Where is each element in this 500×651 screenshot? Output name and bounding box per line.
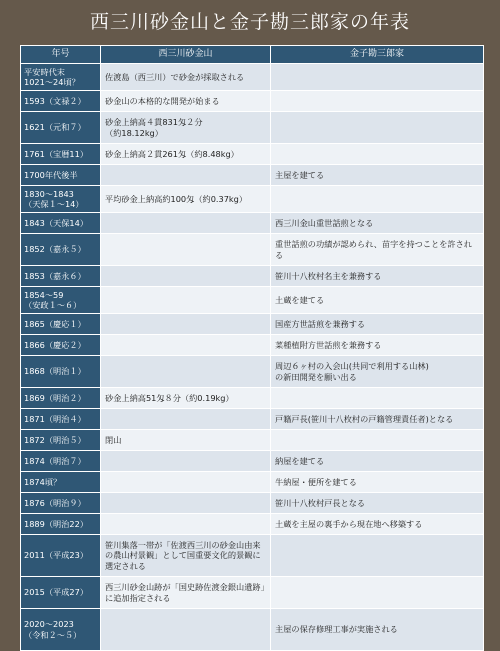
year-cell	[21, 335, 101, 355]
mine-cell: 砂金上納高２貫261匁（約8.48kg）	[101, 144, 271, 164]
header-mine: 西三川砂金山	[101, 46, 271, 63]
year-cell	[21, 451, 101, 471]
mine-cell	[101, 335, 271, 355]
table-row	[21, 286, 483, 313]
family-cell: 主屋を建てる	[271, 165, 483, 185]
table-row	[21, 233, 483, 265]
year-cell	[21, 165, 101, 185]
table-row	[21, 143, 483, 164]
year-label: 1874（明治７）	[24, 455, 86, 466]
year-label: 1889（明治22）	[24, 518, 89, 529]
table-row	[21, 185, 483, 212]
mine-cell	[101, 314, 271, 334]
mine-cell: 平均砂金上納高約100匁（約0.37kg）	[101, 186, 271, 212]
year-cell	[21, 234, 101, 265]
family-cell: 国産方世話煎を兼務する	[271, 314, 483, 334]
table-row	[21, 513, 483, 534]
year-label: 1865（慶応１）	[24, 318, 86, 329]
family-cell: 周辺６ヶ村の入会山(共同で利用する山林) の新田開発を願い出る	[271, 356, 483, 387]
mine-cell: 笹川集落一帯が「佐渡西三川の砂金山由来の農山村景観」として国重要文化的景観に選定される	[101, 535, 271, 576]
table-row	[21, 450, 483, 471]
table-row	[21, 111, 483, 143]
year-cell	[21, 186, 101, 212]
year-label: 1866（慶応２）	[24, 339, 86, 350]
header-year: 年号	[21, 46, 101, 63]
year-label: 1874頃？	[24, 476, 62, 487]
page-title: 西三川砂金山と金子勘三郎家の年表	[89, 11, 410, 33]
table-row	[21, 492, 483, 513]
table-row	[21, 355, 483, 387]
family-cell	[271, 430, 483, 450]
year-label: 2011（平成23）	[24, 550, 89, 561]
year-label: 1871（明治４）	[24, 413, 86, 424]
year-label: 1853（嘉永６）	[24, 270, 86, 281]
table-row	[21, 334, 483, 355]
year-cell	[21, 535, 101, 576]
family-cell	[271, 388, 483, 408]
year-cell	[21, 609, 101, 650]
table-body	[21, 63, 483, 650]
year-cell	[21, 314, 101, 334]
header-family: 金子勘三郎家	[349, 49, 404, 59]
mine-cell	[101, 356, 271, 387]
family-cell	[271, 64, 483, 90]
year-cell	[21, 213, 101, 233]
year-cell	[21, 144, 101, 164]
table-row	[21, 265, 483, 286]
year-label: 平安時代末 1021〜24頃？	[24, 66, 80, 87]
year-label: 1852（嘉永５）	[24, 244, 86, 255]
year-label: 2020〜2023 （令和２〜５）	[24, 619, 82, 640]
mine-cell	[101, 165, 271, 185]
family-cell: 菜種植附方世話煎を兼務する	[271, 335, 483, 355]
mine-cell	[101, 514, 271, 534]
year-cell	[21, 356, 101, 387]
timeline-table	[20, 45, 484, 651]
mine-cell	[101, 234, 271, 265]
mine-cell	[101, 493, 271, 513]
year-cell	[21, 514, 101, 534]
mine-cell	[101, 409, 271, 429]
year-cell	[21, 409, 101, 429]
mine-cell	[101, 287, 271, 313]
mine-cell	[101, 213, 271, 233]
table-row	[21, 534, 483, 576]
year-cell	[21, 388, 101, 408]
year-cell	[21, 112, 101, 143]
family-cell	[271, 112, 483, 143]
mine-cell: 砂金山の本格的な開発が始まる	[101, 91, 271, 111]
year-label: 1868（明治１）	[24, 366, 86, 377]
family-cell	[271, 144, 483, 164]
table-row	[21, 608, 483, 650]
family-cell: 土蔵を主屋の裏手から現在地へ移築する	[271, 514, 483, 534]
mine-cell: 佐渡島（西三川）で砂金が採取される	[101, 64, 271, 90]
table-header	[21, 46, 483, 63]
year-label: 1621（元和７）	[24, 122, 86, 133]
year-cell	[21, 430, 101, 450]
mine-cell: 閉山	[101, 430, 271, 450]
mine-cell	[101, 472, 271, 492]
family-cell: 主屋の保存修理工事が実施される	[271, 609, 483, 650]
family-cell	[271, 577, 483, 608]
mine-cell: 砂金上納高４貫831匁２分 （約18.12kg）	[101, 112, 271, 143]
mine-cell: 砂金上納高51匁８分（約0.19kg）	[101, 388, 271, 408]
family-cell: 笹川十八枚村戸長となる	[271, 493, 483, 513]
year-label: 1869（明治２）	[24, 392, 86, 403]
year-label: 1872（明治５）	[24, 434, 86, 445]
table-row	[21, 164, 483, 185]
family-cell: 戸籍戸長(笹川十八枚村の戸籍管理責任者)となる	[271, 409, 483, 429]
year-label: 1830〜1843 （天保１〜14）	[24, 188, 84, 209]
family-cell: 納屋を建てる	[271, 451, 483, 471]
family-cell: 重世話煎の功績が認められ、苗字を持つことを許される	[271, 234, 483, 265]
year-label: 2015（平成27）	[24, 587, 89, 598]
year-cell	[21, 266, 101, 286]
year-label: 1854〜59 （安政１〜６）	[24, 289, 82, 310]
table-row	[21, 429, 483, 450]
mine-cell: 西三川砂金山跡が「国史跡佐渡金銀山遺跡」に追加指定される	[101, 577, 271, 608]
family-cell	[271, 535, 483, 576]
year-label: 1593（文禄２）	[24, 95, 86, 106]
table-row	[21, 387, 483, 408]
year-cell	[21, 287, 101, 313]
mine-cell	[101, 609, 271, 650]
table-row	[21, 408, 483, 429]
table-row	[21, 313, 483, 334]
year-cell	[21, 472, 101, 492]
family-cell	[271, 91, 483, 111]
family-cell: 笹川十八枚村名主を兼務する	[271, 266, 483, 286]
table-row	[21, 90, 483, 111]
mine-cell	[101, 266, 271, 286]
year-cell	[21, 64, 101, 90]
mine-cell	[101, 451, 271, 471]
family-cell: 西三川金山重世話煎となる	[271, 213, 483, 233]
year-label: 1700年代後半	[24, 169, 78, 180]
table-row	[21, 471, 483, 492]
year-cell	[21, 493, 101, 513]
year-label: 1761（宝暦11）	[24, 148, 89, 159]
year-cell	[21, 577, 101, 608]
table-row	[21, 576, 483, 608]
year-label: 1876（明治９）	[24, 497, 86, 508]
year-label: 1843（天保14）	[24, 217, 89, 228]
table-row	[21, 212, 483, 233]
family-cell: 土蔵を建てる	[271, 287, 483, 313]
year-cell	[21, 91, 101, 111]
table-row	[21, 63, 483, 90]
family-cell: 牛納屋・便所を建てる	[271, 472, 483, 492]
family-cell	[271, 186, 483, 212]
